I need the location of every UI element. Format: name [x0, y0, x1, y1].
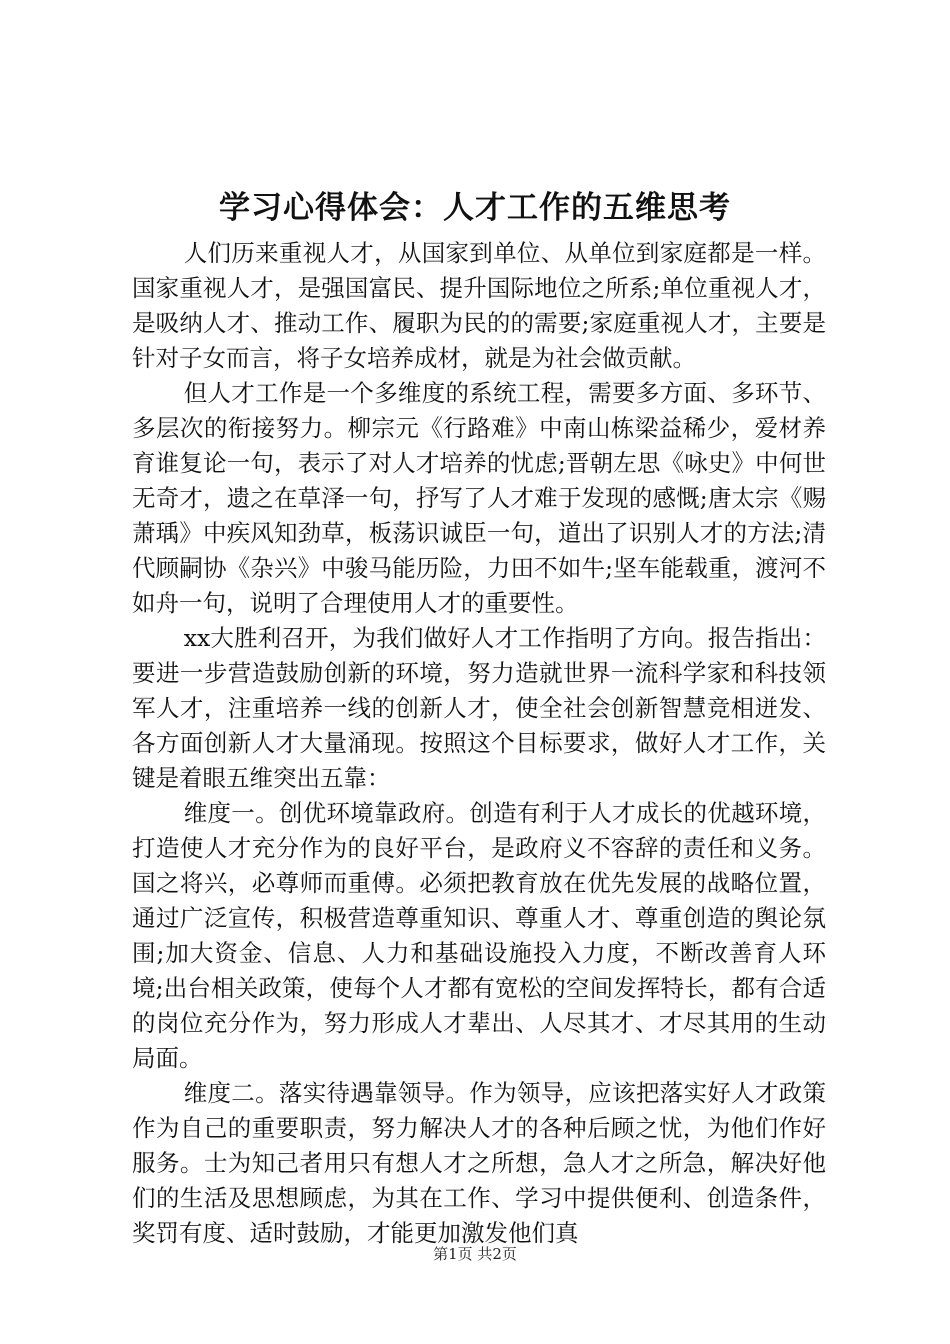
document-title: 学习心得体会：人才工作的五维思考	[219, 190, 731, 226]
page-number-footer: 第1页 共2页	[433, 1245, 517, 1263]
paragraph-report: xx大胜利召开，为我们做好人才工作指明了方向。报告指出：要进一步营造鼓励创新的环境，努力造就世界一流科学家和科技领军人才，注重培养一线的创新人才，使全社会创新智慧竞相迸发、各方面创新人才大量涌现。按照这个目标要求，做好人才工作，关键是着眼五维突出五靠：	[132, 624, 826, 792]
paragraph-dimension-one: 维度一。创优环境靠政府。创造有利于人才成长的优越环境，打造使人才充分作为的良好平台，是政府义不容辞的责任和义务。国之将兴，必尊师而重傅。必须把教育放在优先发展的战略位置，通过广泛宣传，积极营造尊重知识、尊重人才、尊重创造的舆论氛围;加大资金、信息、人力和基础设施投入力度，不断改善育人环境;出台相关政策，使每个人才都有宽松的空间发挥特长，都有合适的岗位充分作为，努力形成人才辈出、人尽其才、才尽其用的生动局面。	[132, 799, 826, 1072]
document-body	[132, 236, 826, 1251]
paragraph-intro: 人们历来重视人才，从国家到单位、从单位到家庭都是一样。国家重视人才，是强国富民、提升国际地位之所系;单位重视人才，是吸纳人才、推动工作、履职为民的的需要;家庭重视人才，主要是针对子女而言，将子女培养成材，就是为社会做贡献。	[132, 239, 826, 372]
paragraph-history: 但人才工作是一个多维度的系统工程，需要多方面、多环节、多层次的衔接努力。柳宗元《行路难》中南山栋梁益稀少，爱材养育谁复论一句，表示了对人才培养的忧虑;晋朝左思《咏史》中何世无奇才，遗之在草泽一句，抒写了人才难于发现的感慨;唐太宗《赐萧瑀》中疾风知劲草，板荡识诚臣一句，道出了识别人才的方法;清代顾嗣协《杂兴》中骏马能历险，力田不如牛;坚车能载重，渡河不如舟一句，说明了合理使用人才的重要性。	[132, 379, 826, 617]
paragraph-dimension-two: 维度二。落实待遇靠领导。作为领导，应该把落实好人才政策作为自己的重要职责，努力解决人才的各种后顾之忧，为他们作好服务。士为知己者用只有想人才之所想，急人才之所急，解决好他们的生活及思想顾虑，为其在工作、学习中提供便利、创造条件，奖罚有度、适时鼓励，才能更加激发他们真	[132, 1079, 826, 1247]
